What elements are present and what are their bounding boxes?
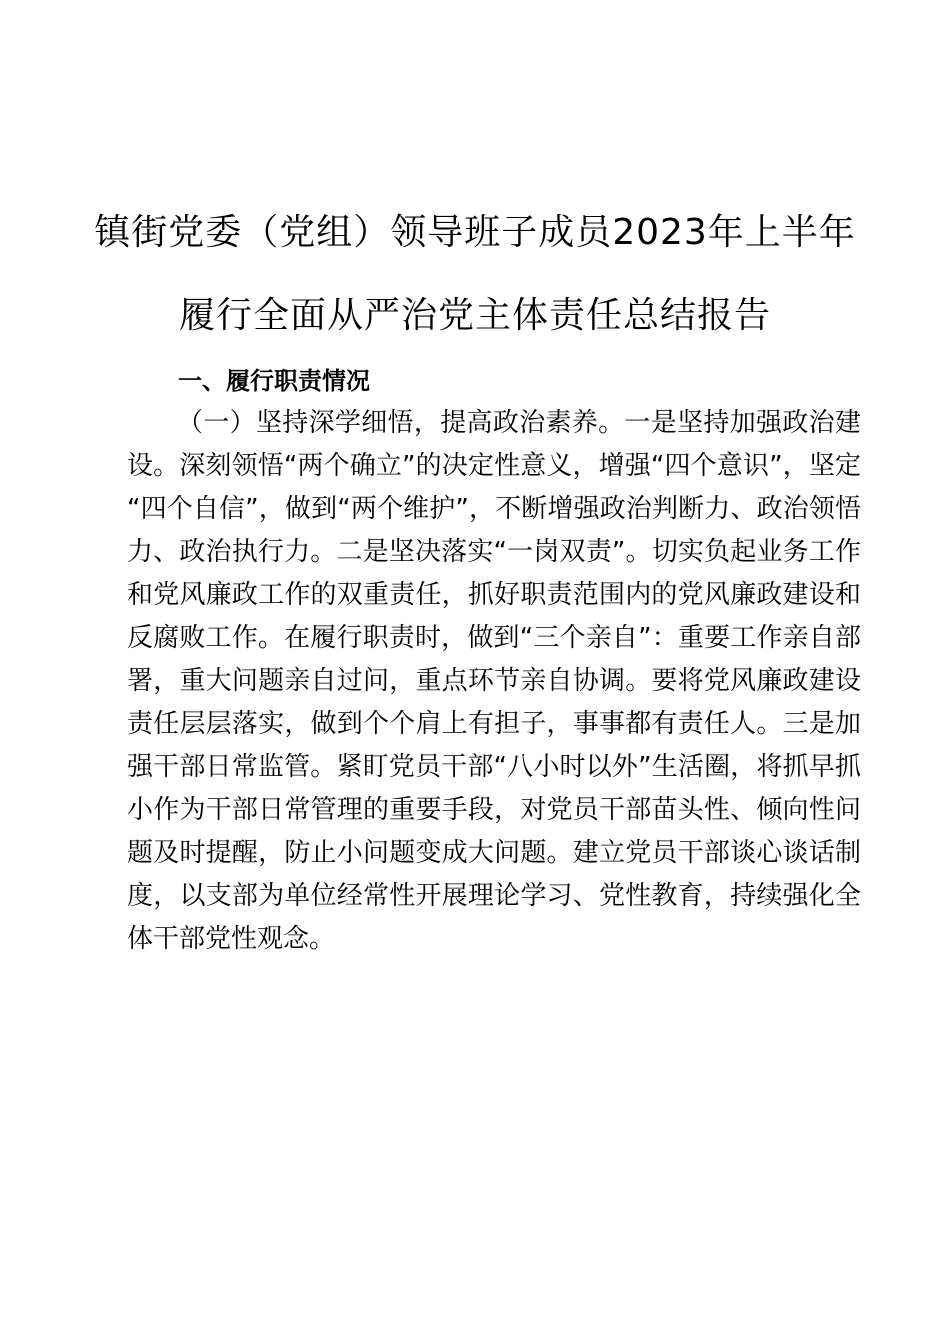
paragraph-line: 和党风廉政工作的双重责任，抓好职责范围内的党风廉政建设和 — [127, 580, 861, 610]
paragraph-line: 署，重大问题亲自过问，重点环节亲自协调。要将党风廉政建设 — [127, 666, 861, 696]
paragraph-line: 度，以支部为单位经常性开展理论学习、党性教育，持续强化全 — [127, 881, 861, 911]
paragraph-line: 责任层层落实，做到个个肩上有担子，事事都有责任人。三是加 — [127, 709, 861, 739]
paragraph-line: 强干部日常监管。紧盯党员干部“八小时以外”生活圈，将抓早抓 — [127, 752, 861, 782]
paragraph-1 — [127, 402, 861, 961]
document-title-line-1: 镇街党委（党组）领导班子成员2023年上半年 — [94, 212, 856, 253]
paragraph-line: 反腐败工作。在履行职责时，做到“三个亲自”：重要工作亲自部 — [127, 623, 861, 653]
paragraph-line: 小作为干部日常管理的重要手段，对党员干部苗头性、倾向性问 — [127, 795, 861, 825]
document-title-line-2: 履行全面从严治党主体责任总结报告 — [178, 295, 771, 336]
paragraph-line: “四个自信”，做到“两个维护”，不断增强政治判断力、政治领悟 — [127, 494, 861, 524]
paragraph-line: 体干部党性观念。 — [127, 924, 336, 954]
paragraph-line: 力、政治执行力。二是坚决落实“一岗双责”。切实负起业务工作 — [127, 537, 861, 567]
paragraph-line: （一）坚持深学细悟，提高政治素养。一是坚持加强政治建 — [177, 408, 861, 438]
paragraph-line: 题及时提醒，防止小问题变成大问题。建立党员干部谈心谈话制 — [127, 838, 861, 868]
section-heading-1: 一、履行职责情况 — [178, 367, 370, 395]
paragraph-line: 设。深刻领悟“两个确立”的决定性意义，增强“四个意识”，坚定 — [127, 451, 861, 481]
